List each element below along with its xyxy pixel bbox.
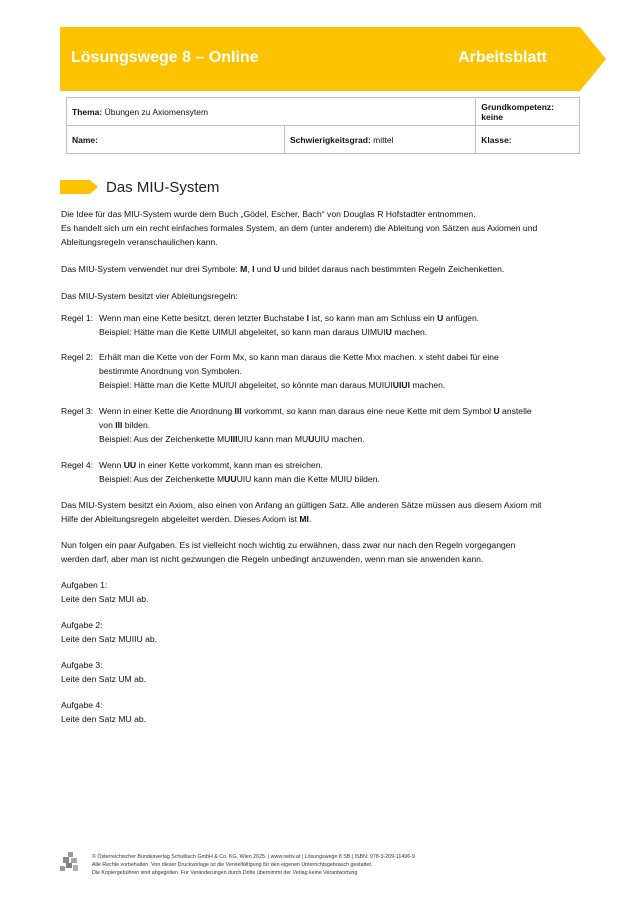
schwierigkeit-label: Schwierigkeitsgrad: xyxy=(290,134,371,145)
rule-2-line-2: bestimmte Anordnung von Symbolen. xyxy=(99,366,242,376)
axiom-line-1: Das MIU-System besitzt ein Axiom, also einen von Anfang an gültigen Satz. Alle anderen Sätze müssen aus diesem Axiom mit xyxy=(61,500,542,510)
symbols-paragraph: Das MIU-System verwendet nur drei Symbole: M, I und U und bildet daraus nach bestimmten Regeln Zeichenketten. xyxy=(61,264,505,274)
task-2-text: Leite den Satz MUIIU ab. xyxy=(61,634,158,644)
rule-3-line-2: von III bilden. xyxy=(99,420,151,430)
schwierigkeit-value: mittel xyxy=(373,134,394,145)
info-table xyxy=(66,97,580,154)
task-3-title: Aufgabe 3: xyxy=(61,660,103,670)
intro-line-2: Es handelt sich um ein recht einfaches formales System, an dem (unter anderem) die Ableitung von Sätzen aus Axiomen und xyxy=(61,223,538,233)
klasse-cell xyxy=(476,126,580,154)
task-3-text: Leite den Satz UM ab. xyxy=(61,674,147,684)
thema-label: Thema: xyxy=(72,106,103,117)
rule-2-example: Beispiel: Hätte man die Kette MUIUI abgeleitet, so könnte man daraus MUIUIUIUI machen. xyxy=(99,380,446,390)
header-title: Lösungswege 8 – Online xyxy=(71,49,259,66)
thema-value: Übungen zu Axiomensytem xyxy=(104,106,209,117)
name-cell xyxy=(67,126,285,154)
rule-3-example: Beispiel: Aus der Zeichenkette MUIIIUIU kann man MUUUIU machen. xyxy=(99,434,365,444)
task-1-title: Aufgaben 1: xyxy=(61,580,108,590)
task-2-title: Aufgabe 2: xyxy=(61,620,103,630)
rule-2-line-1: Erhält man die Kette von der Form Mx, so kann man daraus die Kette Mxx machen. x steht dabei für eine xyxy=(99,352,499,362)
rule-3-label: Regel 3: xyxy=(61,406,94,416)
schwierigkeit-cell xyxy=(285,126,476,154)
intro-line-1: Die Idee für das MIU-System wurde dem Buch „Gödel, Escher, Bach“ von Douglas R Hofstadter entnommen. xyxy=(61,209,476,219)
task-4-text: Leite den Satz MU ab. xyxy=(61,714,147,724)
header-doc-type: Arbeitsblatt xyxy=(458,49,547,66)
kompetenz-value: keine xyxy=(481,111,504,122)
rule-4-example: Beispiel: Aus der Zeichenkette MUUUIU kann man die Kette MUIU bilden. xyxy=(99,474,380,484)
section-arrow-icon xyxy=(60,180,98,194)
klasse-label: Klasse: xyxy=(481,134,512,145)
rules-intro: Das MIU-System besitzt vier Ableitungsregeln: xyxy=(61,291,238,301)
kompetenz-cell xyxy=(476,98,580,126)
footer-line-3: Die Kopiergebühren sind abgegolten. Für Veränderungen durch Dritte übernimmt der Verlag keine Verantwortung. xyxy=(92,870,359,876)
rule-1-example: Beispiel: Hätte man die Kette UIMUI abgeleitet, so kann man daraus UIMUIU machen. xyxy=(99,327,428,337)
task-1-text: Leite den Satz MUI ab. xyxy=(61,594,149,604)
rule-2-label: Regel 2: xyxy=(61,352,94,362)
tasks-intro-line-1: Nun folgen ein paar Aufgaben. Es ist vielleicht noch wichtig zu erwähnen, dass zwar nur nach den Regeln vorgegangen xyxy=(61,540,516,550)
rule-4-text: Wenn UU in einer Kette vorkommt, kann man es streichen. xyxy=(99,460,323,470)
footer-line-2: Alle Rechte vorbehalten. Von dieser Druckvorlage ist die Vervielfältigung für den eigenen Unterrichtsgebrauch gestattet. xyxy=(92,862,373,868)
task-4-title: Aufgabe 4: xyxy=(61,700,103,710)
name-label: Name: xyxy=(72,134,98,145)
footer-line-1: © Österreichischer Bundesverlag Schulbuch GmbH & Co. KG, Wien 2025. | www.oebv.at | Lösungswege 8 SB | ISBN: 978-3-209-11496-9 xyxy=(92,854,415,860)
tasks-intro-line-2: werden darf, aber man ist nicht gezwungen die Regeln unbedingt anzuwenden, wenn man sie anwenden kann. xyxy=(61,554,484,564)
axiom-line-2: Hilfe der Ableitungsregeln abgeleitet werden. Dieses Axiom ist MI. xyxy=(61,514,312,524)
rule-4-label: Regel 4: xyxy=(61,460,94,470)
kompetenz-label: Grundkompetenz: xyxy=(481,101,555,112)
section-title: Das MIU-System xyxy=(106,179,220,196)
header-banner xyxy=(60,27,606,91)
rule-3-line-1: Wenn in einer Kette die Anordnung III vorkommt, so kann man daraus eine neue Kette mit dem Symbol U anstelle xyxy=(99,406,532,416)
rule-1-label: Regel 1: xyxy=(61,313,94,323)
thema-cell xyxy=(67,98,476,126)
intro-line-3: Ableitungsregeln veranschaulichen kann. xyxy=(61,237,218,247)
publisher-logo-icon xyxy=(60,852,80,872)
rule-1-text: Wenn man eine Kette besitzt, deren letzter Buchstabe I ist, so kann man am Schluss ein U anfügen. xyxy=(99,313,480,323)
